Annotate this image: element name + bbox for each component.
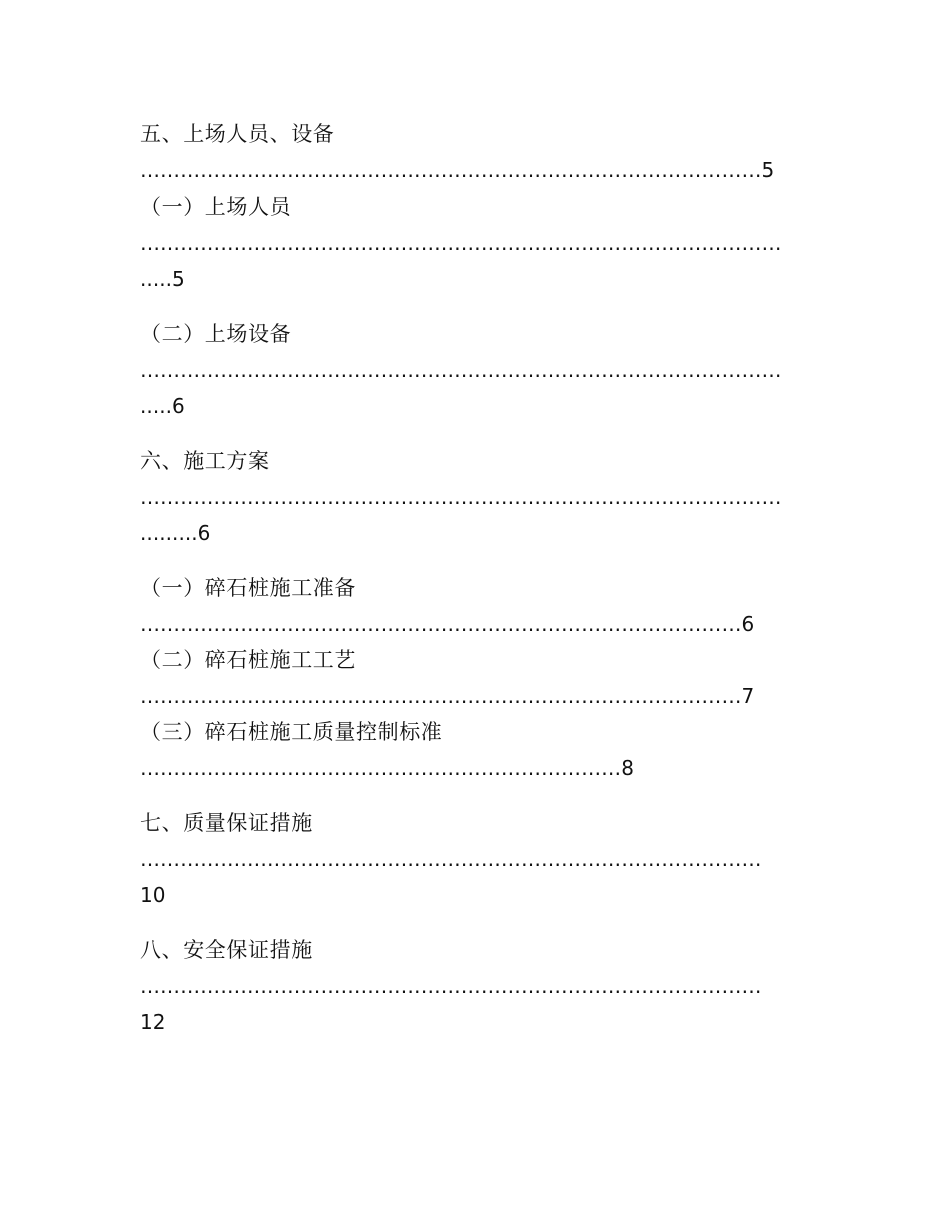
toc-entry-leader: …………………………………………………………………………………: [140, 847, 762, 871]
toc-entry-title: （二）上场设备: [140, 322, 292, 346]
toc-entry-title: 七、质量保证措施: [140, 811, 313, 835]
toc-entry-leader: ………………………………………………………………………………6: [140, 612, 755, 636]
toc-entry-leader: ………………………………………………………………8: [140, 756, 634, 780]
toc-entry-leader: ……………………………………………………………………………………: [140, 485, 782, 509]
toc-entry-title: （二）碎石桩施工工艺: [140, 648, 356, 672]
toc-entry-title: 五、上场人员、设备: [140, 122, 335, 146]
toc-entry-page: 12: [140, 1010, 166, 1034]
toc-entry-leader: …………………………………………………………………………………5: [140, 158, 775, 182]
toc-entry-page: .........6: [140, 521, 211, 545]
toc-entry-leader: ……………………………………………………………………………………: [140, 231, 782, 255]
toc-entry-page: 10: [140, 883, 166, 907]
toc-entry-title: 六、施工方案: [140, 449, 270, 473]
toc-entry-leader: …………………………………………………………………………………: [140, 974, 762, 998]
toc-entry-title: （一）碎石桩施工准备: [140, 576, 356, 600]
toc-entry-title: （一）上场人员: [140, 195, 292, 219]
toc-entry-title: （三）碎石桩施工质量控制标准: [140, 720, 443, 744]
toc-entry-leader: ……………………………………………………………………………………: [140, 358, 782, 382]
toc-entry-leader: ………………………………………………………………………………7: [140, 684, 755, 708]
toc-entry-page: .....6: [140, 394, 185, 418]
toc-entry-title: 八、安全保证措施: [140, 938, 313, 962]
toc-entry-page: .....5: [140, 267, 185, 291]
